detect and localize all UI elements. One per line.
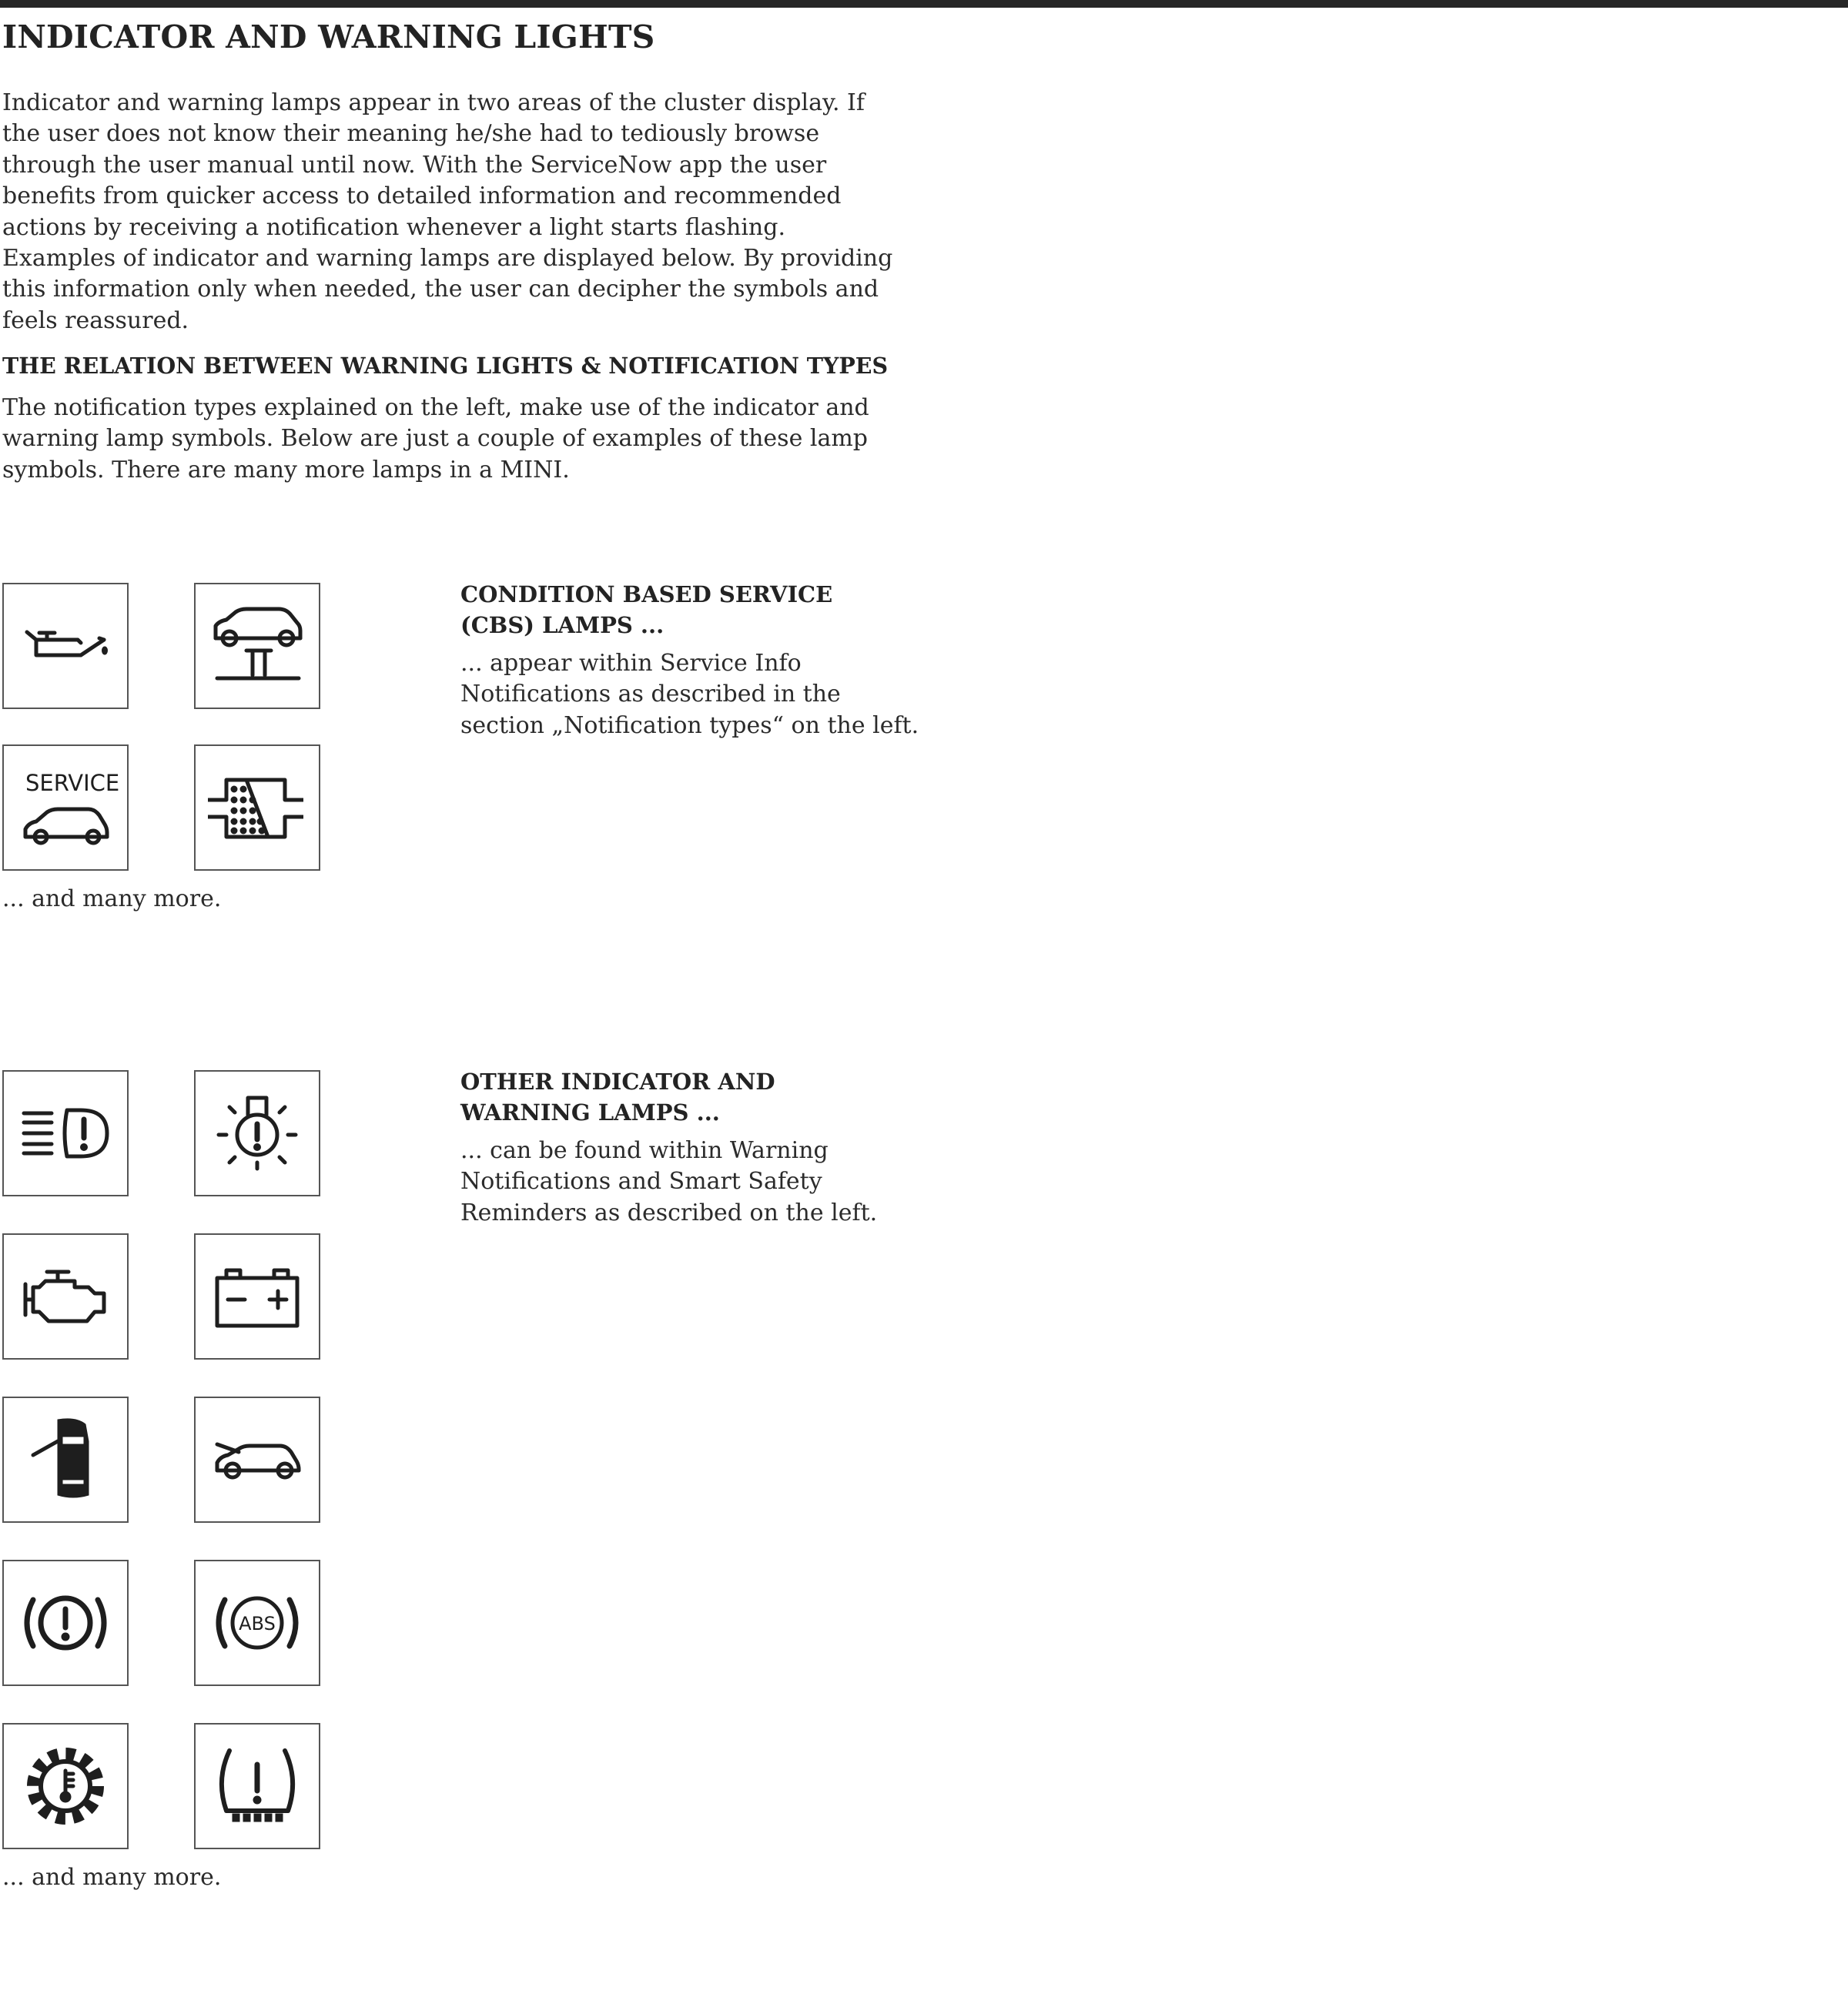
battery-icon: [196, 1235, 319, 1358]
brake-warning-icon: [4, 1561, 127, 1684]
transmission-temperature-icon: [4, 1725, 127, 1848]
oil-can-tile: [2, 583, 129, 709]
transmission-temperature-tile: [2, 1723, 129, 1849]
other-more-note: ... and many more.: [2, 1864, 222, 1891]
cbs-description: ... appear within Service Info Notifications as described in the section „Notification types“ on the left.: [460, 650, 919, 739]
exterior-light-warning-tile: [194, 1070, 320, 1196]
abs-label: ABS: [239, 1613, 276, 1634]
service-car-tile: [2, 744, 129, 871]
cbs-heading: CONDITION BASED SERVICE (CBS) LAMPS ...: [460, 581, 833, 638]
battery-tile: [194, 1233, 320, 1360]
oil-can-icon: [4, 584, 127, 708]
other-heading: OTHER INDICATOR AND WARNING LAMPS ...: [460, 1069, 775, 1126]
tire-pressure-tile: [194, 1723, 320, 1849]
intro-paragraph: Indicator and warning lamps appear in two areas of the cluster display. If the user does not know their meaning he/she had to tediously browse through the user manual until now. With the ServiceNow app the user benefits from quicker access to detailed information and recommended actions by receiving a notification whenever a light starts flashing. Examples of indicator and warning lamps are displayed below. By providing this information only when needed, the user can decipher the symbols and feels reassured.: [2, 89, 893, 334]
cbs-more-note: ... and many more.: [2, 885, 222, 912]
tire-pressure-icon: [196, 1725, 319, 1848]
hood-open-icon: [196, 1398, 319, 1521]
engine-check-icon: [4, 1235, 127, 1358]
door-open-tile: [2, 1397, 129, 1523]
door-open-icon: [4, 1398, 127, 1521]
relation-paragraph: The notification types explained on the left, make use of the indicator and warning lamp symbols. Below are just a couple of examples of these lamp symbols. There are many more lamps in a MINI.: [2, 394, 869, 483]
engine-check-tile: [2, 1233, 129, 1360]
car-lift-tile: [194, 583, 320, 709]
particle-filter-tile: [194, 744, 320, 871]
page-title: INDICATOR AND WARNING LIGHTS: [2, 18, 655, 55]
particle-filter-icon: [196, 746, 319, 869]
abs-icon: [196, 1561, 319, 1684]
service-label: SERVICE: [25, 770, 120, 796]
hood-open-tile: [194, 1397, 320, 1523]
headlight-warning-icon: [4, 1072, 127, 1195]
brake-warning-tile: [2, 1560, 129, 1686]
abs-tile: [194, 1560, 320, 1686]
service-car-icon: [4, 746, 127, 869]
exterior-light-warning-icon: [196, 1072, 319, 1195]
other-description: ... can be found within Warning Notifications and Smart Safety Reminders as described on the left.: [460, 1137, 878, 1226]
top-rule: [0, 0, 1848, 8]
relation-heading: THE RELATION BETWEEN WARNING LIGHTS & NOTIFICATION TYPES: [2, 353, 889, 379]
headlight-warning-tile: [2, 1070, 129, 1196]
car-lift-icon: [196, 584, 319, 708]
